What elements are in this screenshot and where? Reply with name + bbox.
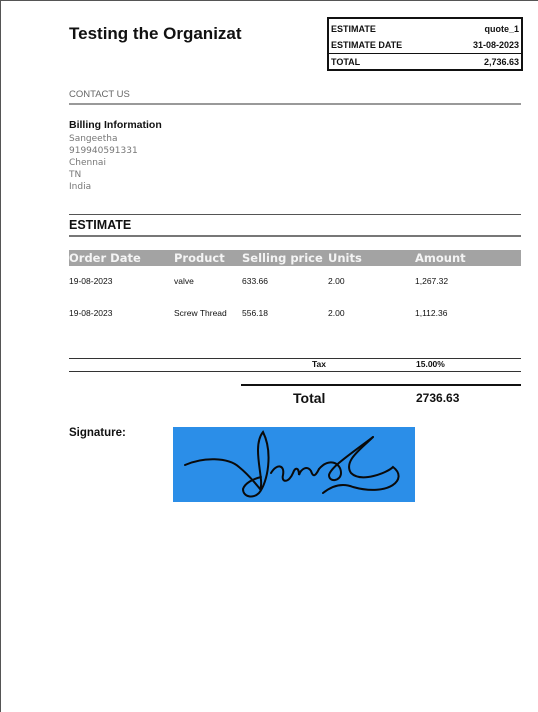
contact-us-label: CONTACT US [69, 89, 130, 100]
table-row [69, 274, 521, 288]
summary-row-estimate-date [329, 37, 521, 53]
column-header-order-date: Order Date [69, 251, 141, 265]
total-label: Total [293, 390, 326, 406]
billing-city: Chennai [69, 158, 106, 168]
summary-row-estimate [329, 21, 521, 37]
billing-phone: 919940591331 [69, 146, 138, 156]
table-row [69, 306, 521, 320]
cell-units: 2.00 [328, 308, 345, 318]
billing-country: India [69, 182, 92, 192]
divider [69, 371, 521, 372]
total-value: 2736.63 [416, 391, 460, 405]
cell-selling-price: 556.18 [242, 308, 268, 318]
cell-order-date: 19-08-2023 [69, 308, 113, 318]
tax-label: Tax [312, 359, 327, 369]
billing-state: TN [69, 170, 82, 180]
summary-label: TOTAL [331, 56, 361, 67]
tax-value: 15.00% [416, 359, 445, 369]
cell-amount: 1,267.32 [415, 276, 449, 286]
column-header-selling-price: Selling price [242, 251, 323, 265]
divider [69, 235, 521, 237]
billing-address [69, 133, 138, 193]
divider [69, 214, 521, 215]
signature-scribble [173, 427, 415, 502]
summary-row-total [329, 53, 521, 69]
billing-name: Sangeetha [69, 134, 118, 144]
signature-image [173, 427, 415, 502]
summary-value: quote_1 [484, 24, 519, 34]
cell-amount: 1,112.36 [415, 308, 448, 318]
divider [241, 384, 521, 386]
summary-value: 2,736.63 [483, 56, 519, 67]
column-header-units: Units [328, 251, 362, 265]
summary-label: ESTIMATE DATE [331, 40, 403, 50]
summary-label: ESTIMATE [331, 24, 376, 34]
estimate-heading: ESTIMATE [69, 218, 132, 232]
cell-selling-price: 633.66 [242, 276, 268, 286]
cell-product: Screw Thread [174, 308, 227, 318]
signature-label: Signature: [69, 427, 126, 439]
organization-name: Testing the Organizat [69, 24, 242, 43]
cell-product: valve [174, 276, 194, 286]
estimate-summary-box [327, 17, 523, 71]
cell-units: 2.00 [328, 276, 345, 286]
column-header-product: Product [174, 251, 225, 265]
billing-information-title: Billing Information [69, 119, 162, 131]
column-header-amount: Amount [415, 251, 466, 265]
items-table-header [69, 250, 521, 266]
divider [69, 358, 521, 359]
cell-order-date: 19-08-2023 [69, 276, 113, 286]
summary-value: 31-08-2023 [472, 40, 519, 50]
divider [69, 103, 521, 105]
